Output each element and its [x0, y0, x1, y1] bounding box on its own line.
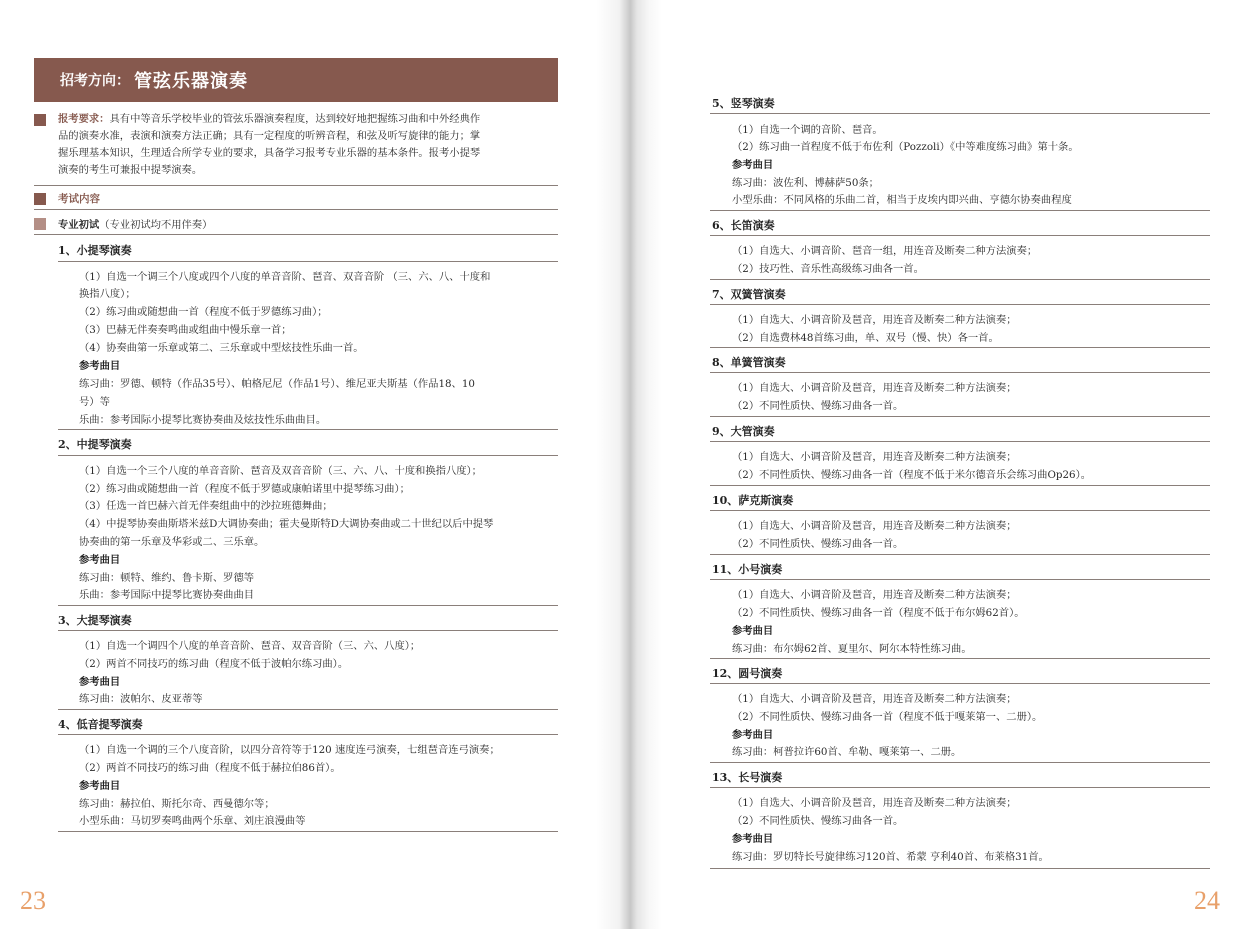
- requirement-line: 品的演奏水准，表演和演奏方法正确；具有一定程度的听辨音程，和弦及听写旋律的能力；掌: [58, 130, 481, 142]
- banner-prefix: 招考方向：: [60, 73, 130, 89]
- section-title: 12、圆号演奏: [712, 667, 783, 680]
- item-line: （4）协奏曲第一乐章或第二、三乐章或中型炫技性乐曲一首。: [79, 342, 364, 354]
- divider: [34, 185, 558, 186]
- divider: [58, 630, 558, 631]
- reference-line: 练习曲：顿特、维约、鲁卡斯、罗德等: [79, 572, 255, 584]
- item-line: （1）自选大、小调音阶及琶音，用连音及断奏二种方法演奏；: [732, 589, 1017, 601]
- requirement-paragraph: [58, 111, 556, 179]
- divider: [58, 455, 558, 456]
- section-title: 8、单簧管演奏: [712, 356, 786, 369]
- reference-line: 小型乐曲：不同风格的乐曲二首，相当于皮埃内即兴曲、亨德尔协奏曲程度: [732, 194, 1072, 206]
- reference-line: 练习曲：波帕尔、皮亚蒂等: [79, 693, 203, 705]
- divider: [710, 441, 1210, 442]
- item-line: （2）不同性质快、慢练习曲各一首（程度不低于嘎莱第一、二册）。: [732, 711, 1043, 723]
- item-line: 协奏曲的第一乐章及华彩或二、三乐章。: [79, 536, 265, 548]
- section-title: 1、小提琴演奏: [58, 244, 132, 257]
- section-banner: [34, 58, 558, 102]
- reference-label: 参考曲目: [732, 729, 774, 741]
- left-page: [0, 0, 622, 929]
- item-line: （1）自选大、小调音阶及琶音，用连音及断奏二种方法演奏；: [732, 314, 1017, 326]
- divider: [710, 485, 1210, 486]
- prelim-note: （专业初试均不用伴奏）: [99, 219, 213, 231]
- divider: [710, 372, 1210, 373]
- item-line: （2）不同性质快、慢练习曲各一首（程度不低于米尔德音乐会练习曲Op26）。: [732, 469, 1092, 481]
- divider: [710, 762, 1210, 763]
- section-title: 13、长号演奏: [712, 771, 783, 784]
- divider: [710, 579, 1210, 580]
- item-line: （2）练习曲一首程度不低于布佐利（Pozzoli）《中等难度练习曲》第十条。: [732, 141, 1079, 153]
- right-page: [622, 0, 1247, 929]
- requirement-line: 具有中等音乐学校毕业的管弦乐器演奏程度，达到较好地把握练习曲和中外经典作: [109, 113, 481, 125]
- divider: [710, 683, 1210, 684]
- item-line: （1）自选一个三个八度的单音音阶、琶音及双音音阶（三、六、八、十度和换指八度）；: [79, 465, 482, 477]
- reference-line: 小型乐曲：马切罗奏鸣曲两个乐章、刘庄浪漫曲等: [79, 815, 306, 827]
- bullet-square-icon: [34, 218, 46, 230]
- divider: [710, 868, 1210, 869]
- reference-line: 练习曲：罗切特长号旋律练习120首、希蒙 亨利40首、布莱格31首。: [732, 851, 1049, 863]
- reference-label: 参考曲目: [79, 360, 121, 372]
- item-line: （4）中提琴协奏曲斯塔米兹D大调协奏曲；霍夫曼斯特D大调协奏曲或二十世纪以后中提琴: [79, 518, 494, 530]
- bullet-square-icon: [34, 114, 46, 126]
- item-line: （1）自选大、小调音阶及琶音，用连音及断奏二种方法演奏；: [732, 382, 1017, 394]
- section-title: 11、小号演奏: [712, 563, 783, 576]
- divider: [34, 209, 558, 210]
- divider: [710, 279, 1210, 280]
- reference-label: 参考曲目: [732, 159, 774, 171]
- reference-label: 参考曲目: [79, 780, 121, 792]
- divider: [710, 554, 1210, 555]
- item-line: （2）两首不同技巧的练习曲（程度不低于波帕尔练习曲）。: [79, 658, 349, 670]
- divider: [58, 429, 558, 430]
- divider: [58, 605, 558, 606]
- reference-line: 练习曲：罗德、顿特（作品35号）、帕格尼尼（作品1号）、维尼亚夫斯基（作品18、10: [79, 378, 475, 390]
- page-number: 23: [20, 886, 46, 915]
- item-line: （2）两首不同技巧的练习曲（程度不低于赫拉伯86首）。: [79, 762, 341, 774]
- item-line: （1）自选大、小调音阶、琶音一组，用连音及断奏二种方法演奏；: [732, 245, 1038, 257]
- banner-title: 管弦乐器演奏: [134, 71, 248, 92]
- divider: [58, 831, 558, 832]
- reference-line: 练习曲：波佐利、博赫萨50条；: [732, 177, 879, 189]
- prelim-heading: [58, 216, 212, 231]
- item-line: （3）巴赫无伴奏奏鸣曲或组曲中慢乐章一首；: [79, 324, 292, 336]
- divider: [710, 510, 1210, 511]
- divider: [710, 658, 1210, 659]
- exam-content-heading: 考试内容: [58, 193, 100, 205]
- requirement-line: 握乐理基本知识，生理适合所学专业的要求，具备学习报考专业乐器的基本条件。报考小提琴: [58, 147, 481, 159]
- prelim-title: 专业初试: [58, 219, 100, 231]
- divider: [58, 261, 558, 262]
- item-line: （1）自选大、小调音阶及琶音，用连音及断奏二种方法演奏；: [732, 693, 1017, 705]
- section-title: 6、长笛演奏: [712, 219, 775, 232]
- item-line: （1）自选一个调的音阶、琶音。: [732, 124, 883, 136]
- item-line: （2）不同性质快、慢练习曲各一首。: [732, 400, 904, 412]
- page-number: 24: [1194, 886, 1220, 915]
- item-line: （2）练习曲或随想曲一首（程度不低于罗德或康帕诺里中提琴练习曲）；: [79, 483, 410, 495]
- item-line: （3）任选一首巴赫六首无伴奏组曲中的沙拉班德舞曲；: [79, 500, 333, 512]
- divider: [710, 304, 1210, 305]
- book-gutter-shadow: [596, 0, 662, 929]
- divider: [710, 235, 1210, 236]
- section-title: 2、中提琴演奏: [58, 438, 132, 451]
- requirement-line: 演奏的考生可兼报中提琴演奏。: [58, 164, 203, 176]
- item-line: （1）自选一个调的三个八度音阶，以四分音符等于120 速度连弓演奏，七组琶音连弓演奏；: [79, 744, 500, 756]
- bullet-square-icon: [34, 193, 46, 205]
- reference-line: 乐曲：参考国际小提琴比赛协奏曲及炫技性乐曲曲目。: [79, 414, 327, 426]
- reference-line: 乐曲：参考国际中提琴比赛协奏曲曲目: [79, 589, 255, 601]
- item-line: （1）自选大、小调音阶及琶音，用连音及断奏二种方法演奏；: [732, 797, 1017, 809]
- reference-line: 练习曲：布尔姆62首、夏里尔、阿尔本特性练习曲。: [732, 643, 972, 655]
- divider: [710, 113, 1210, 114]
- reference-label: 参考曲目: [732, 625, 774, 637]
- divider: [710, 416, 1210, 417]
- divider: [710, 347, 1210, 348]
- section-title: 9、大管演奏: [712, 425, 775, 438]
- item-line: （2）练习曲或随想曲一首（程度不低于罗德练习曲）；: [79, 306, 328, 318]
- reference-line: 练习曲：赫拉伯、斯托尔奇、西曼德尔等；: [79, 798, 275, 810]
- section-title: 5、竖琴演奏: [712, 97, 775, 110]
- item-line: 换指八度）；: [79, 288, 136, 300]
- item-line: （2）不同性质快、慢练习曲各一首（程度不低于布尔姆62首）。: [732, 607, 1025, 619]
- item-line: （2）技巧性、音乐性高级练习曲各一首。: [732, 263, 924, 275]
- requirement-label: 报考要求：: [58, 113, 110, 125]
- item-line: （1）自选一个调四个八度的单音音阶、琶音、双音音阶（三、六、八度）；: [79, 640, 421, 652]
- divider: [710, 210, 1210, 211]
- item-line: （2）自选费林48首练习曲，单、双号（慢、快）各一首。: [732, 332, 999, 344]
- divider: [710, 787, 1210, 788]
- divider: [58, 734, 558, 735]
- item-line: （1）自选大、小调音阶及琶音，用连音及断奏二种方法演奏；: [732, 451, 1017, 463]
- reference-label: 参考曲目: [732, 833, 774, 845]
- divider: [34, 234, 558, 235]
- reference-line: 练习曲：柯普拉许60首、牟勒、嘎莱第一、二册。: [732, 746, 962, 758]
- item-line: （2）不同性质快、慢练习曲各一首。: [732, 815, 904, 827]
- section-title: 10、萨克斯演奏: [712, 494, 794, 507]
- item-line: （2）不同性质快、慢练习曲各一首。: [732, 538, 904, 550]
- reference-label: 参考曲目: [79, 554, 121, 566]
- item-line: （1）自选一个调三个八度或四个八度的单音音阶、琶音、双音音阶 （三、六、八、十度和: [79, 271, 491, 283]
- reference-label: 参考曲目: [79, 676, 121, 688]
- reference-line: 号）等: [79, 396, 110, 408]
- item-line: （1）自选大、小调音阶及琶音，用连音及断奏二种方法演奏；: [732, 520, 1017, 532]
- section-title: 3、大提琴演奏: [58, 614, 132, 627]
- section-title: 4、低音提琴演奏: [58, 718, 143, 731]
- section-title: 7、双簧管演奏: [712, 288, 786, 301]
- divider: [58, 709, 558, 710]
